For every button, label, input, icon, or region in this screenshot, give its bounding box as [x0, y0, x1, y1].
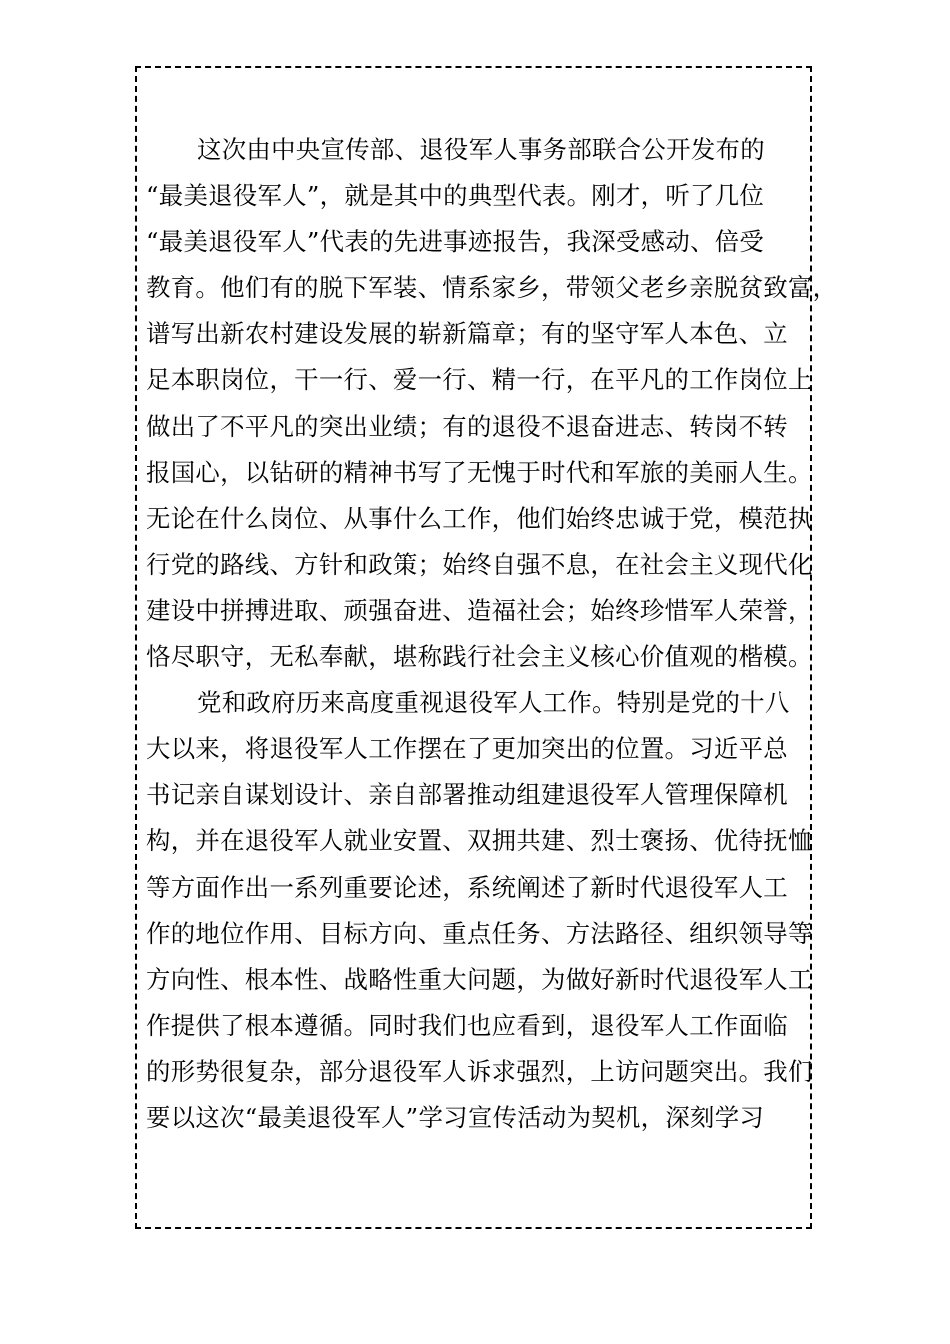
text-line: 谱写出新农村建设发展的崭新篇章；有的坚守军人本色、立 — [146, 319, 788, 349]
text-line: “最美退役军人”，就是其中的典型代表。刚才，听了几位 — [146, 181, 765, 211]
text-line: 要以这次“最美退役军人”学习宣传活动为契机，深刻学习 — [146, 1102, 765, 1132]
text-line: 行党的路线、方针和政策；始终自强不息，在社会主义现代化 — [146, 549, 813, 579]
text-line: 这次由中央宣传部、退役军人事务部联合公开发布的 — [197, 135, 765, 164]
text-line: 方向性、根本性、战略性重大问题，为做好新时代退役军人工 — [146, 964, 813, 994]
text-line: 大以来，将退役军人工作摆在了更加突出的位置。习近平总 — [146, 734, 788, 764]
text-line: 构，并在退役军人就业安置、双拥共建、烈士褒扬、优待抚恤 — [146, 826, 813, 856]
text-line: 无论在什么岗位、从事什么工作，他们始终忠诚于党，模范执 — [146, 503, 813, 533]
text-line: 作的地位作用、目标方向、重点任务、方法路径、组织领导等 — [146, 918, 813, 948]
text-line: 报国心，以钻研的精神书写了无愧于时代和军旅的美丽人生。 — [146, 457, 813, 487]
text-line: 足本职岗位，干一行、爱一行、精一行，在平凡的工作岗位上 — [146, 365, 813, 395]
text-line: 教育。他们有的脱下军装、情系家乡，带领父老乡亲脱贫致富， — [146, 273, 838, 303]
text-line: 等方面作出一系列重要论述，系统阐述了新时代退役军人工 — [146, 872, 788, 902]
text-line: 恪尽职守，无私奉献，堪称践行社会主义核心价值观的楷模。 — [146, 642, 813, 672]
document-body — [146, 127, 838, 1141]
text-line: 作提供了根本遵循。同时我们也应看到，退役军人工作面临 — [146, 1010, 788, 1040]
paragraph-1 — [146, 127, 838, 680]
text-line: 建设中拼搏进取、顽强奋进、造福社会；始终珍惜军人荣誉， — [146, 595, 813, 625]
paragraph-2 — [146, 680, 813, 1141]
text-line: 书记亲自谋划设计、亲自部署推动组建退役军人管理保障机 — [146, 780, 788, 810]
text-line: 做出了不平凡的突出业绩；有的退役不退奋进志、转岗不转 — [146, 411, 788, 441]
text-line: 的形势很复杂，部分退役军人诉求强烈，上访问题突出。我们 — [146, 1056, 813, 1086]
text-line: 党和政府历来高度重视退役军人工作。特别是党的十八 — [197, 688, 790, 718]
text-line: “最美退役军人”代表的先进事迹报告，我深受感动、倍受 — [146, 227, 765, 257]
